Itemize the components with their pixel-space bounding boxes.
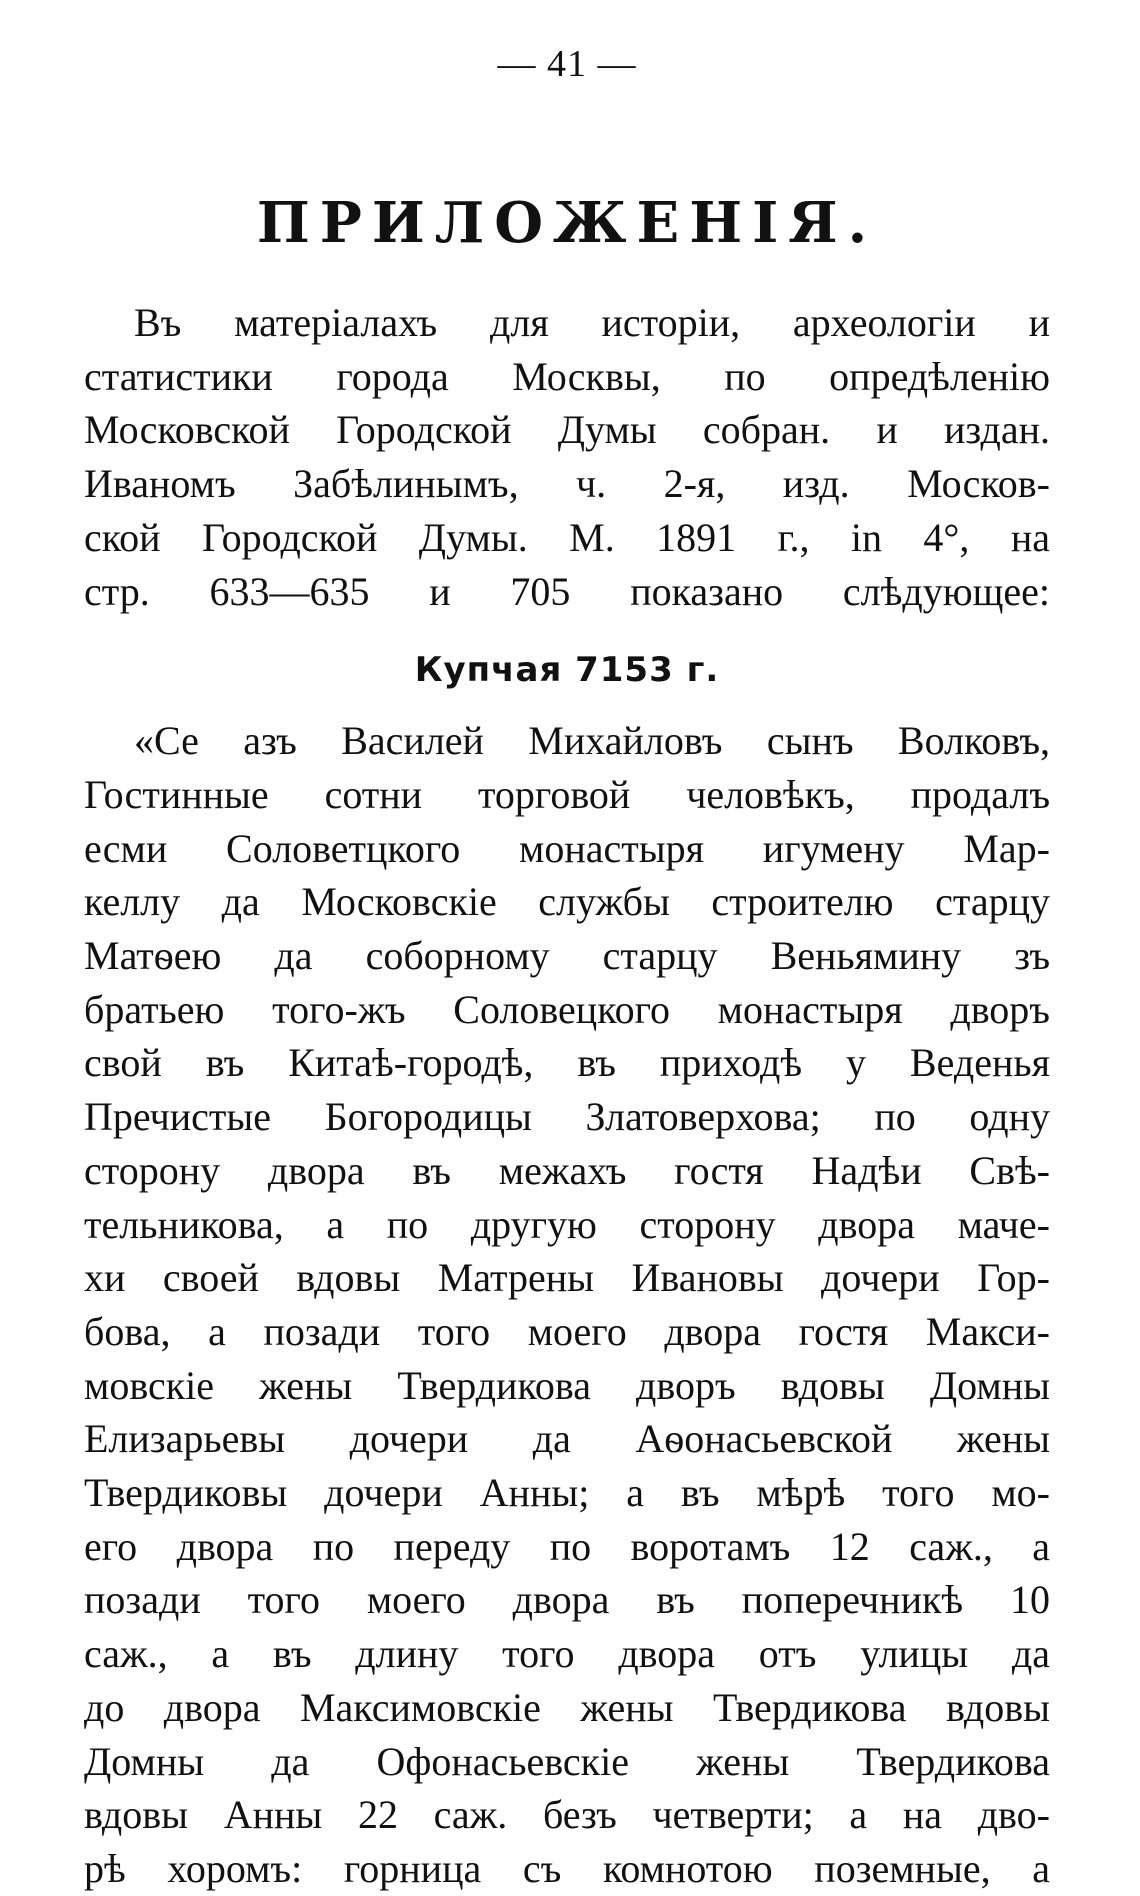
text-line: мовскіе жены Твердикова дворъ вдовы Домны — [84, 1362, 1050, 1408]
text-line: саж., а въ длину того двора отъ улицы да — [84, 1631, 1050, 1677]
text-line: его двора по переду по воротамъ 12 саж., а — [84, 1523, 1050, 1569]
text-line: вдовы Анны 22 саж. безъ четверти; а на дво- — [84, 1792, 1050, 1838]
text-line: тельникова, а по другую сторону двора маче- — [84, 1201, 1050, 1247]
text-line: ской Городской Думы. М. 1891 г., in 4°, на — [84, 514, 1050, 560]
text-line: Твердиковы дочери Анны; а въ мѣрѣ того мо- — [84, 1470, 1050, 1516]
text-line: свой въ Китаѣ-городѣ, въ приходѣ у Веденья — [84, 1040, 1050, 1086]
text-line: Матѳею да соборному старцу Веньямину зъ — [84, 933, 1050, 979]
deed-paragraph — [84, 714, 1050, 1895]
page-number: — 41 — — [497, 43, 637, 85]
intro-paragraph — [84, 296, 1050, 618]
text-line: статистики города Москвы, по опредѣленію — [84, 353, 1050, 399]
text-line: до двора Максимовскіе жены Твердикова вдовы — [84, 1684, 1050, 1730]
text-line: Въ матеріалахъ для исторіи, археологіи и — [134, 300, 1050, 345]
text-line: Московской Городской Думы собран. и издан. — [84, 407, 1050, 453]
text-line: братьею того-жъ Соловецкого монастыря дворъ — [84, 986, 1050, 1032]
text-line: Елизарьевы дочери да Аѳонасьевской жены — [84, 1416, 1050, 1462]
text-line: бова, а позади того моего двора гостя Макси- — [84, 1308, 1050, 1354]
text-line: рѣ хоромъ: горница съ комнотою поземные, а — [84, 1845, 1050, 1891]
section-heading: Купчая 7153 г. — [414, 650, 720, 691]
text-line: Гостинные сотни торговой человѣкъ, продалъ — [84, 771, 1050, 817]
page-title: ПРИЛОЖЕНІЯ. — [256, 190, 878, 256]
text-line: келлу да Московскіе службы строителю старцу — [84, 879, 1050, 925]
text-line: Пречистые Богородицы Златоверхова; по одну — [84, 1094, 1050, 1140]
text-line: «Се азъ Василей Михайловъ сынъ Волковъ, — [134, 718, 1050, 764]
text-line: позади того моего двора въ поперечникѣ 10 — [84, 1577, 1050, 1623]
text-line: есми Соловетцкого монастыря игумену Мар- — [84, 825, 1050, 871]
text-line: сторону двора въ межахъ гостя Надѣи Свѣ- — [84, 1147, 1050, 1193]
text-line: Домны да Офонасьевскіе жены Твердикова — [84, 1738, 1050, 1784]
text-line: Иваномъ Забѣлинымъ, ч. 2-я, изд. Москов- — [84, 461, 1050, 507]
text-line: хи своей вдовы Матрены Ивановы дочери Гор- — [84, 1255, 1050, 1301]
text-line: стр. 633—635 и 705 показано слѣдующее: — [84, 568, 1050, 614]
document-page — [84, 36, 1050, 1896]
